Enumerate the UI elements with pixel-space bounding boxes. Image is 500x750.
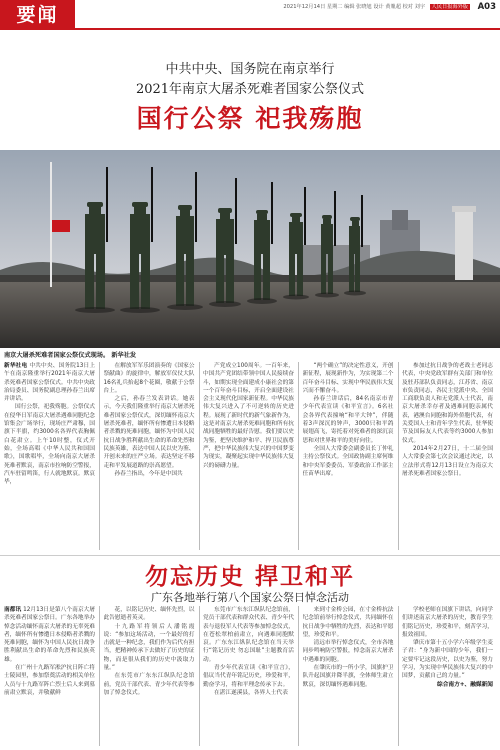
story1-column-separator bbox=[298, 362, 299, 550]
story2-paragraph bbox=[4, 606, 95, 664]
story1-text: 国行公祭，祀我殇胞。公祭仪式在侵华日军南京大屠杀遇难同胞纪念馆集会广场举行，现场庄严肃穆，国旗下半旗，约3000名各界代表胸佩白花肃立。上午10时整，仪式开始，全场高唱《中华人民共和国国歌》，国歌唱毕，全场向南京大屠杀死难者默哀，南京市拉响防空警报，汽车驻留鸣笛，行人就地默哀。默哀毕， bbox=[4, 404, 95, 486]
story2-column-separator bbox=[199, 606, 200, 746]
story2-paragraph bbox=[4, 664, 95, 697]
story1-column bbox=[303, 362, 394, 550]
story1-paragraph bbox=[4, 403, 95, 486]
page-number: A03 bbox=[477, 2, 496, 12]
story1-text: 产党成立100周年。一百年来，中国共产党团结带领中国人民接续奋斗，如期实现全面建成小康社会的第一个百年奋斗目标，开启全面建设社会主义现代化国家新征程。中华民族伟大复兴进入了不可逆转的历史进程。展现了新时代的新气象新作为，这是对南京大屠杀死难同胞和所有抗战同胞牺牲的最好告慰。我们要以史为鉴，把坚决维护和平、捍卫民族尊严，把中华民族伟大复兴的中国梦变为现实，凝聚起实现中华民族伟大复兴的磅礴力量。 bbox=[203, 363, 294, 469]
story1-dateline: 新华社电 bbox=[4, 363, 28, 369]
story2-column bbox=[203, 606, 294, 746]
story1-paragraph bbox=[104, 362, 195, 395]
story2-text: 来到寸金桥公园，在寸金桥抗法纪念馆前举行悼念仪式，共同缅怀在抗日战争中牺牲的先烈，表达和平愿望，珍爱和平。 bbox=[302, 607, 394, 638]
story1-column-separator bbox=[99, 362, 100, 550]
story1-paragraph bbox=[402, 362, 493, 445]
story1-paragraph bbox=[104, 395, 195, 470]
story1-text: 在解放军军乐团演奏的《国家公祭献曲》的旋律中，解放军仪仗大队16名礼兵抬起8个花圈，敬献于公祭台上。 bbox=[103, 363, 195, 394]
story2-column-separator bbox=[398, 606, 399, 746]
story1-column bbox=[203, 362, 294, 550]
story2-paragraph bbox=[402, 681, 493, 689]
story2-paragraph bbox=[104, 672, 195, 697]
story2-paragraph bbox=[104, 606, 195, 623]
top-rule bbox=[75, 28, 500, 30]
photo-caption: 南京大屠杀死难者国家公祭仪式现场。 新华社发 bbox=[4, 352, 137, 359]
story2-column bbox=[104, 606, 195, 746]
story1-column bbox=[402, 362, 493, 550]
story1-headline: 国行公祭 祀我殇胞 bbox=[136, 104, 364, 133]
story1-text: 全国人大常委会副委员长丁仲礼主持公祭仪式。全国政协副主席何维和中央军委委员、军委政治工作部主任苗华出席。 bbox=[302, 445, 394, 477]
story1-paragraph bbox=[402, 445, 493, 478]
ceremony-photo bbox=[0, 150, 500, 348]
story2-text: 青少年代表宣读《和平宣言》，倡议当代青年铭记历史，珍爱和平，勤奋学习，将和平理念传承下去。 bbox=[203, 665, 294, 688]
story2-text: 花，以铭记历史、缅怀先烈，以此告慰逝者英灵。 bbox=[103, 607, 195, 622]
story2-text: 12月13日是第八个南京大屠杀死难者国家公祭日。广东各地举办悼念活动缅怀南京大屠杀的无辜死难者，缅怀所有惨遭日本侵略者杀戮的死难同胞，缅怀为中国人民抗日战争胜利献出生命的革命先烈和民族英雄。 bbox=[4, 607, 95, 663]
story2-text: 综合南方+、融媒新闻 bbox=[437, 681, 493, 688]
story2-column bbox=[4, 606, 95, 746]
story2-headline: 勿忘历史 捍卫和平 bbox=[144, 564, 355, 590]
story2-text: 清远市举行悼念仪式，全市各地同步鸣响防空警报，悼念南京大屠杀中遇难的同胞。 bbox=[302, 640, 394, 663]
story2-column-separator bbox=[99, 606, 100, 746]
story2-dateline: 南都讯 bbox=[4, 607, 22, 613]
header-meta bbox=[283, 3, 470, 10]
story2-kicker: 广东各地举行第八个国家公祭日悼念活动 bbox=[151, 591, 349, 604]
story2-column-separator bbox=[298, 606, 299, 746]
story2-text: 在肇庆市的一所小学，国旗护卫队升起国旗并降半旗，全体师生肃立默哀，深切缅怀遇难同胞。 bbox=[302, 665, 394, 688]
header-date-editors: 2021年12月14日 星期二 编辑 张晓旭 设计 黄胤超 校对 刘宇 bbox=[283, 4, 426, 10]
story1-text: 中共中央、国务院13日上午在南京隆重举行2021年南京大屠杀死难者国家公祭仪式。中共中央政治局委员、国务院副总理孙春兰出席并讲话。 bbox=[4, 363, 95, 403]
story2-paragraph bbox=[402, 639, 493, 680]
story2-text: 在广州十九路军淞沪抗日阵亡将士陵园里，参加祭奠活动的相关单位人员与十九路军阵亡烈士后人来到墓前肃立默哀，并敬献鲜 bbox=[4, 665, 95, 696]
story1-text: 2014年2月27日，十二届全国人大常委会第七次会议通过决定，以立法形式将12月13日设立为南京大屠杀死难者国家公祭日。 bbox=[402, 445, 493, 477]
story1-paragraph bbox=[303, 395, 394, 445]
story2-column bbox=[402, 606, 493, 746]
story2-text: 在东莞市广东东江纵队纪念馆前，党员干部代表、青少年代表等参加了悼念仪式。 bbox=[103, 673, 195, 696]
section-divider bbox=[0, 555, 500, 556]
story2-paragraph bbox=[303, 664, 394, 689]
header-badge: 人民日报海外版 bbox=[431, 4, 468, 10]
story2-column bbox=[303, 606, 394, 746]
story1-column bbox=[104, 362, 195, 550]
story1-paragraph bbox=[104, 470, 195, 478]
story2-text: 东莞市广东东江纵队纪念馆前，党员干部代表和群众代表、青少年代表与退役军人代表等参加悼念仪式，在苍松翠柏前肃立，向遇难同胞默哀。广东东江纵队纪念馆在当天举行“铭记历史 勿忘国耻”主题教育活动。 bbox=[203, 607, 294, 663]
story1-text: 之后，孙春兰发表讲话。她表示，今天我们隆重举行南京大屠杀死难者国家公祭仪式，深切缅怀南京大屠杀死难者，缅怀所有惨遭日本侵略者杀戮的死难同胞，缅怀为中国人民抗日战争胜利献出生命的革命先烈和民族英雄，表达中国人民以史为鉴、开创未来的庄严立场。表达坚定不移走和平发展道路的崇高愿望。 bbox=[103, 396, 195, 469]
story2-text: 十九路军将领后人潘铭霞说：“参加这场活动，一个最好的打击就是一种纪念，我们作为后代有担当，把精神传承下去做好了历史的证物，而是很从我们的历史中汲取力量。” bbox=[103, 623, 195, 672]
story2-paragraph bbox=[402, 606, 493, 639]
story1-paragraph bbox=[303, 445, 394, 478]
story2-paragraph bbox=[303, 639, 394, 664]
story1-text: “两个确立”的决定性意义，开创新征程，展现新作为，为实现第二个百年奋斗目标、实现中华民族伟大复兴而不懈奋斗。 bbox=[302, 363, 394, 394]
story1-text: 参加过抗日战争的老战士老同志代表，中央党政军群有关部门和单位及驻苏部队负责同志，江苏省、南京市负责同志，各民主党派中央、全国工商联负责人和无党派人士代表，南京大屠杀幸存者及遇难同胞亲属代表，港澳台同胞和海外侨胞代表，有关爱国人士和青年学生代表，驻华使节及国际友人代表等约3000人参加仪式。 bbox=[402, 363, 493, 444]
story1-paragraph bbox=[303, 362, 394, 395]
story1-text: 孙春兰指出，今年是中国共 bbox=[114, 470, 183, 477]
story1-column-separator bbox=[398, 362, 399, 550]
story1-column bbox=[4, 362, 95, 550]
story2-paragraph bbox=[104, 623, 195, 673]
story2-paragraph bbox=[203, 606, 294, 664]
story2-paragraph bbox=[203, 664, 294, 689]
story1-text: 孙春兰讲话后，84名南京市青少年代表宣读《和平宣言》。6名社会各界代表撞响“和平大钟”，伴随着3声深沉的钟声，3000只和平鸽展翅高飞，寄托着对死难者的深沉哀思和对世界和平的美好向往。 bbox=[302, 396, 394, 444]
section-tag: 要闻 bbox=[0, 0, 75, 30]
story2-text: 在湛江遂溪县，各界人士代表 bbox=[214, 689, 288, 696]
story2-text: 学校老师在国旗下讲话，向同学们讲述南京大屠杀的历史，教育学生们铭记历史，珍爱和平，刻苦学习，报效祖国。 bbox=[402, 607, 493, 638]
page-header bbox=[0, 0, 500, 30]
story2-paragraph bbox=[203, 689, 294, 697]
story2-text: 肇庆市第十五小学六年级学生麦子君：“身为新中国的少年，我们一定要牢记这段历史，以史为鉴，努力学习，为实现中华民族伟大复兴的中国梦，贡献自己的力量。” bbox=[402, 640, 493, 680]
story1-kicker-line1: 中共中央、国务院在南京举行 bbox=[165, 62, 335, 77]
story1-paragraph bbox=[4, 362, 95, 403]
story2-paragraph bbox=[303, 606, 394, 639]
story1-column-separator bbox=[199, 362, 200, 550]
story1-paragraph bbox=[203, 362, 294, 470]
story1-kicker-line2: 2021年南京大屠杀死难者国家公祭仪式 bbox=[135, 82, 365, 97]
